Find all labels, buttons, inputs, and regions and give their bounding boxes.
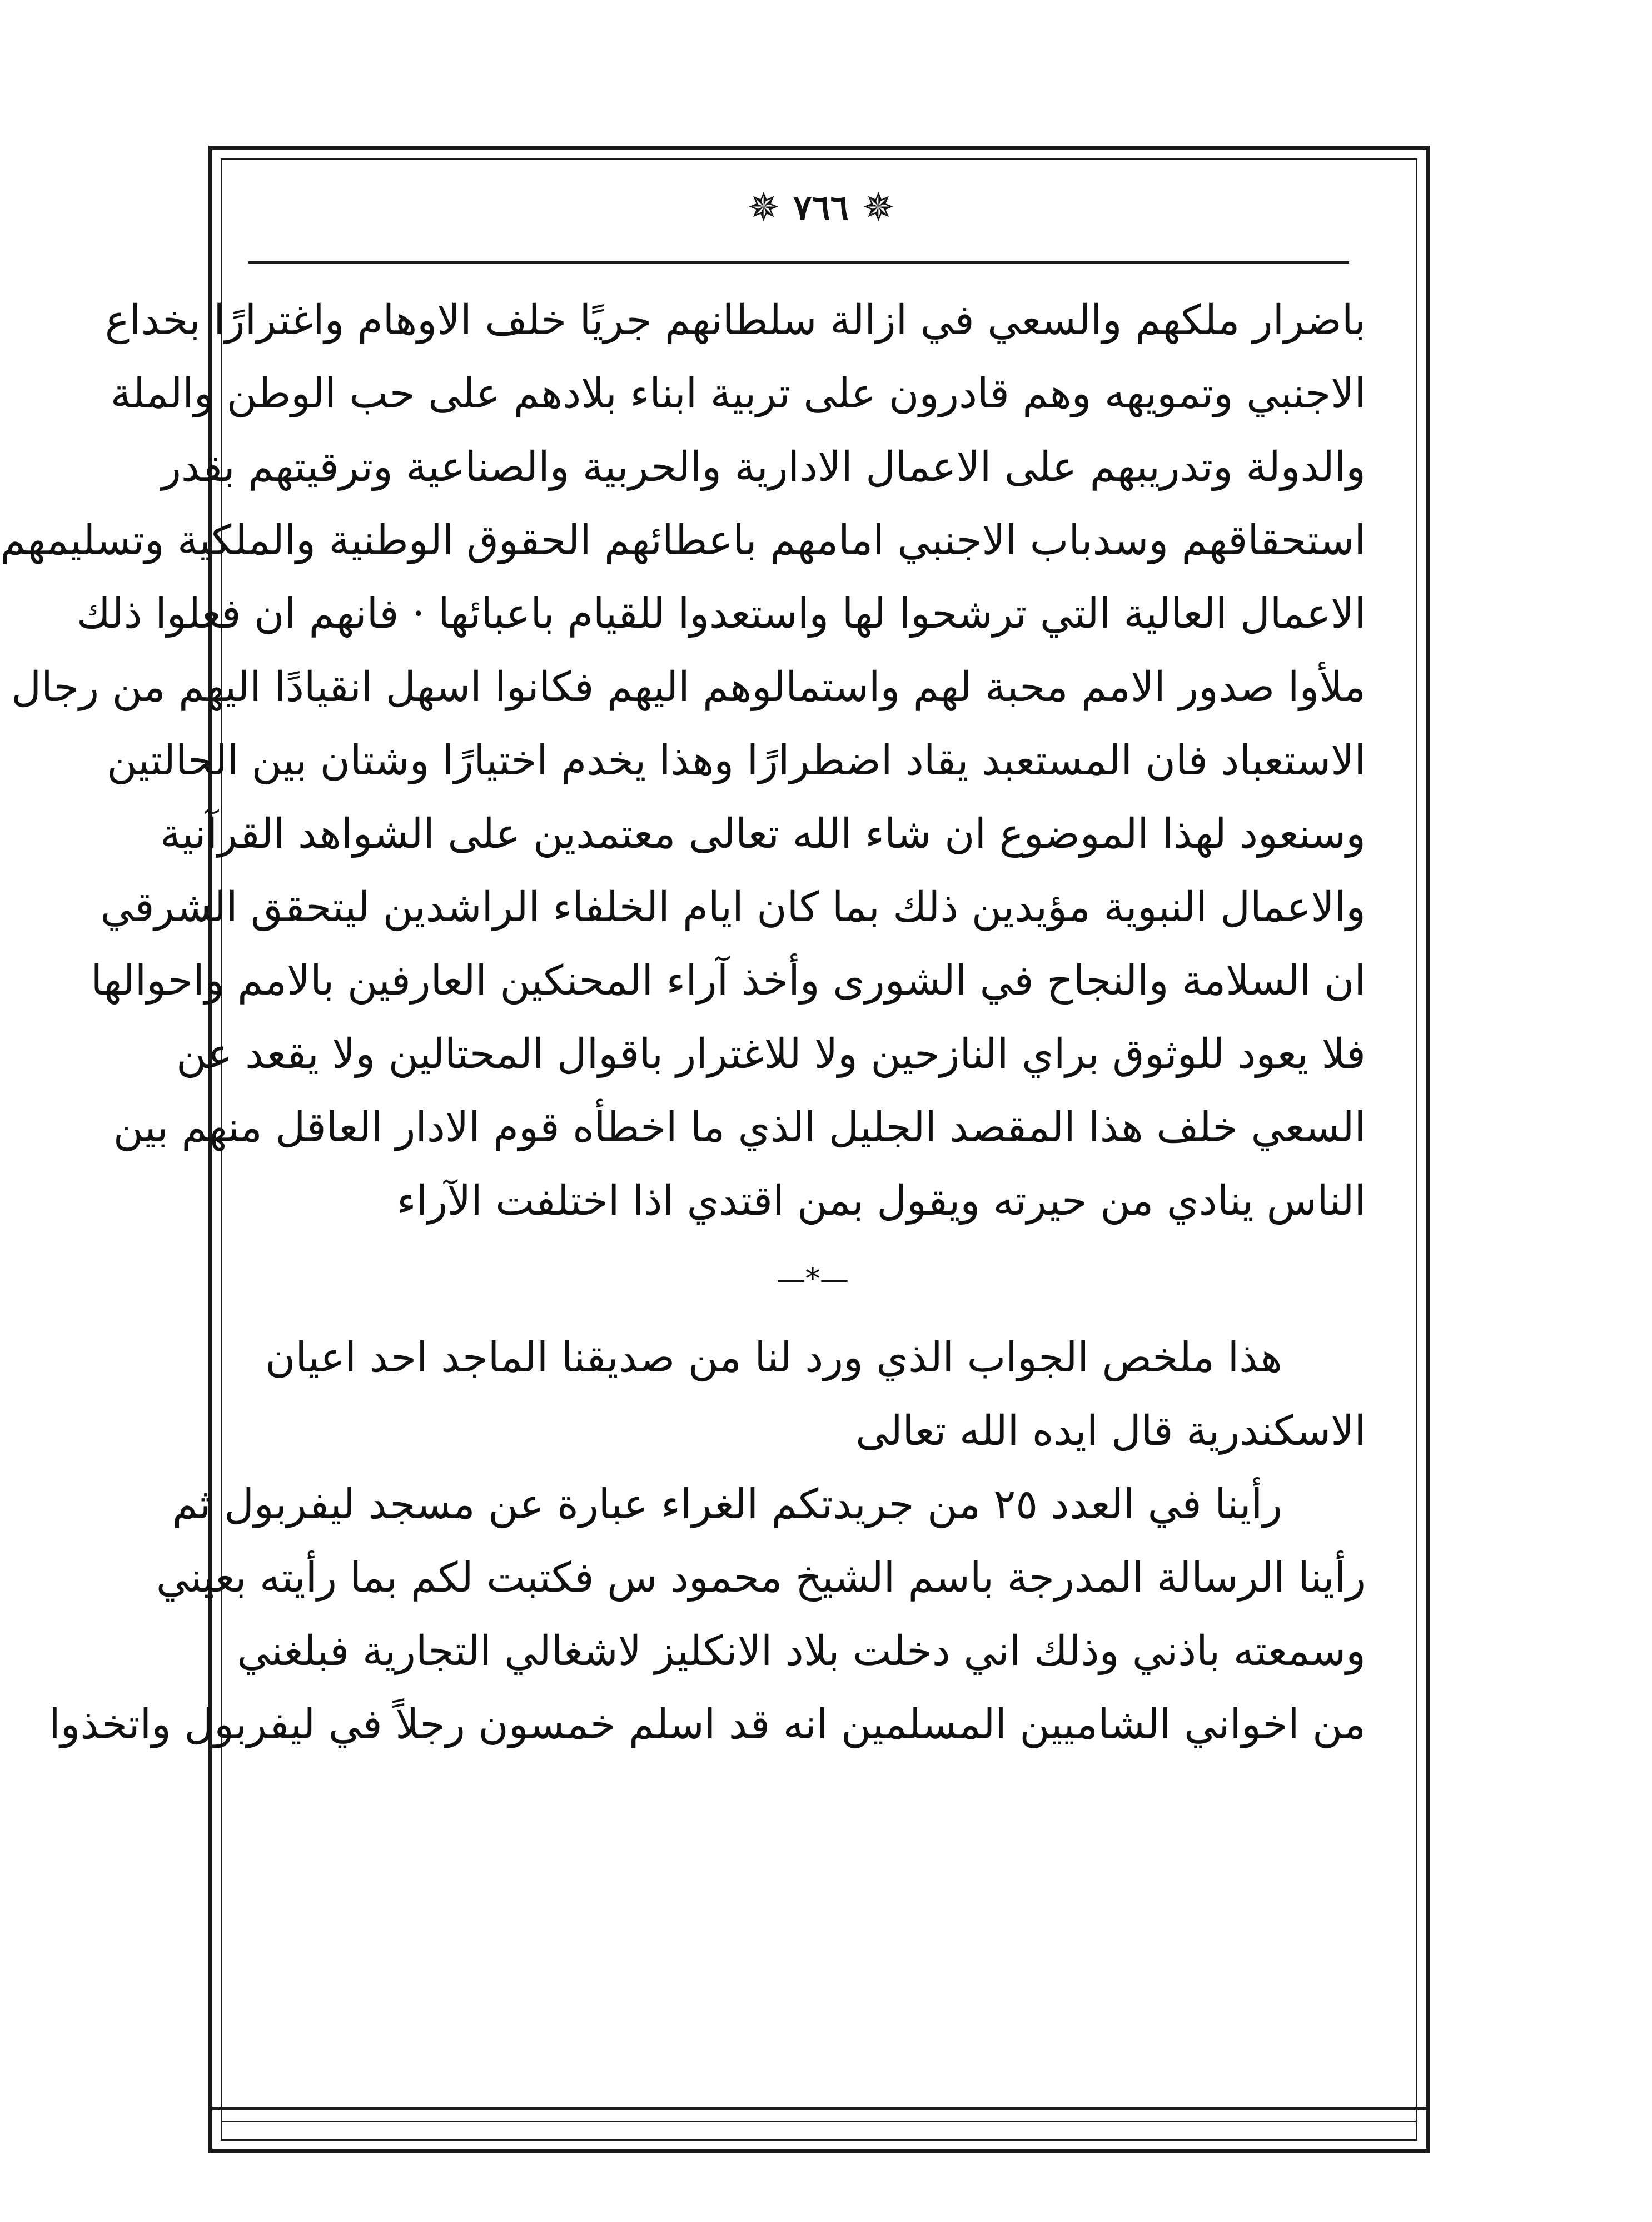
text-line: السعي خلف هذا المقصد الجليل الذي ما اخطأه قوم الادار العاقل منهم بين bbox=[113, 1103, 1366, 1151]
text-line: من اخواني الشاميين المسلمين انه قد اسلم خمسون رجلاً في ليفربول واتخذوا bbox=[49, 1701, 1366, 1748]
text-line: ان السلامة والنجاح في الشورى وأخذ آراء المحنكين العارفين بالامم واحوالها bbox=[91, 957, 1366, 1005]
text-line: باضرار ملكهم والسعي في ازالة سلطانهم جريًا خلف الاوهام واغترارًا بخداع bbox=[105, 296, 1366, 344]
header-divider bbox=[248, 261, 1349, 264]
text-line: رأينا في العدد ٢٥ من جريدتكم الغراء عبارة عن مسجد ليفربول ثم bbox=[172, 1480, 1282, 1528]
text-line: الاجنبي وتمويهه وهم قادرون على تربية ابناء بلادهم على حب الوطن والملة bbox=[110, 370, 1366, 417]
text-line: وسنعود لهذا الموضوع ان شاء الله تعالى معتمدين على الشواهد القرآنية bbox=[160, 810, 1366, 858]
star-ornament-icon: ✵ bbox=[862, 185, 895, 230]
text-line: الناس ينادي من حيرته ويقول بمن اقتدي اذا اختلفت الآراء bbox=[396, 1177, 1366, 1225]
text-line: هذا ملخص الجواب الذي ورد لنا من صديقنا الماجد احد اعيان bbox=[265, 1334, 1282, 1381]
text-line: الاسكندرية قال ايده الله تعالى bbox=[855, 1407, 1366, 1455]
footer-divider bbox=[208, 2107, 1430, 2110]
text-line: ملأوا صدور الامم محبة لهم واستمالوهم اليهم فكانوا اسهل انقيادًا اليهم من رجال bbox=[11, 663, 1366, 711]
footer-divider bbox=[221, 2121, 1417, 2122]
text-line: وسمعته باذني وذلك اني دخلت بلاد الانكليز لاشغالي التجارية فبلغني bbox=[237, 1627, 1366, 1675]
star-ornament-icon: ✵ bbox=[747, 185, 780, 230]
text-line: الاستعباد فان المستعبد يقاد اضطرارًا وهذا يخدم اختيارًا وشتان بين الحالتين bbox=[107, 737, 1366, 784]
paragraph-2 bbox=[260, 1321, 1366, 1468]
text-line: والدولة وتدريبهم على الاعمال الادارية والحربية والصناعية وترقيتهم بقدر bbox=[161, 443, 1366, 491]
text-line: الاعمال العالية التي ترشحوا لها واستعدوا للقيام باعبائها · فانهم ان فعلوا ذلك bbox=[76, 590, 1366, 638]
paragraph-1 bbox=[0, 284, 1366, 1237]
text-line: والاعمال النبوية مؤيدين ذلك بما كان ايام الخلفاء الراشدين ليتحقق الشرقي bbox=[100, 883, 1366, 931]
page-number: ٧٦٦ bbox=[793, 187, 849, 228]
paragraph-3 bbox=[49, 1468, 1366, 1761]
text-line: استحقاقهم وسدباب الاجنبي امامهم باعطائهم الحقوق الوطنية والملكية وتسليمهم bbox=[0, 516, 1366, 564]
text-line: فلا يعود للوثوق براي النازحين ولا للاغترار باقوال المحتالين ولا يقعد عن bbox=[176, 1030, 1366, 1078]
page-header bbox=[248, 177, 1394, 238]
body-text bbox=[0, 284, 1366, 1761]
text-line: رأينا الرسالة المدرجة باسم الشيخ محمود س فكتبت لكم بما رأيته بعيني bbox=[156, 1554, 1366, 1602]
section-separator: —*— bbox=[777, 1262, 849, 1296]
